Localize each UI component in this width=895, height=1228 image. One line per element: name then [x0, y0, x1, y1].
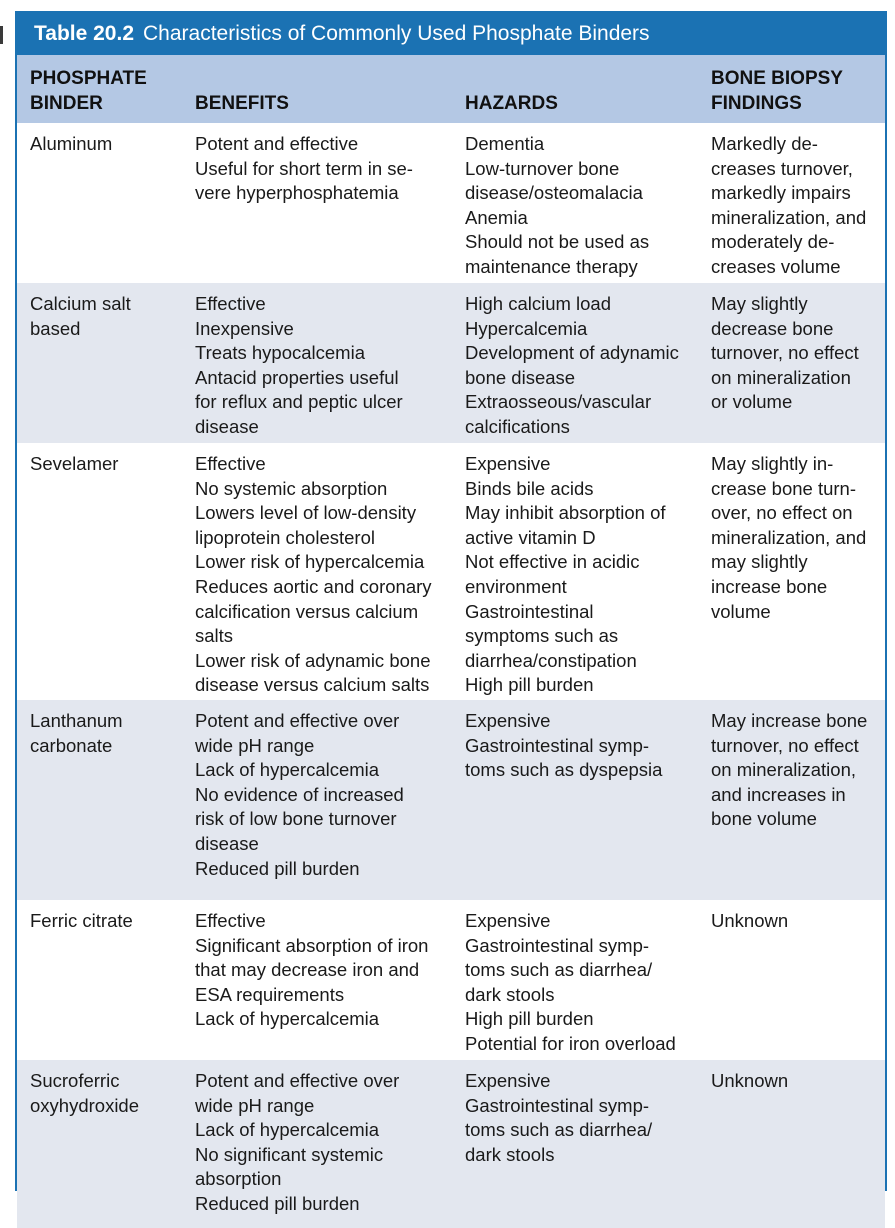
cell-line: Useful for short term in se- [195, 157, 413, 179]
cell-line: disease [195, 832, 259, 854]
cell-line: Effective [195, 910, 266, 931]
cell-line: vere hyperphosphatemia [195, 182, 399, 204]
cell-line: Hypercalcemia [465, 317, 588, 339]
bone-biopsy-cell [698, 709, 885, 900]
cell-line: that may decrease iron and [195, 959, 420, 981]
cell-line: lipoprotein cholesterol [195, 526, 375, 548]
bone-biopsy-cell [698, 1069, 885, 1228]
cell-line: carbonate [30, 734, 113, 756]
header-phosphate-binder: PHOSPHATE BINDER [30, 68, 147, 114]
cell-line: Unknown [711, 1070, 789, 1091]
cell-line: Should not be used as [465, 231, 650, 253]
binder-cell [17, 909, 182, 1060]
cell-line: decrease bone [711, 317, 834, 339]
cell-line: risk of low bone turnover [195, 808, 397, 830]
hazards-cell [452, 909, 698, 1060]
cell-line: High pill burden [465, 1008, 594, 1030]
cell-line: turnover, no effect [711, 342, 859, 364]
cell-line: Reduces aortic and coronary [195, 575, 432, 597]
cell-line: disease versus calcium salts [195, 674, 430, 696]
cell-line: creases volume [711, 255, 841, 277]
cell-line: Sucroferric [30, 1070, 120, 1091]
cell-line: disease [195, 415, 259, 437]
hazards-cell [452, 1069, 698, 1228]
binder-cell [17, 709, 182, 900]
cell-line: toms such as diarrhea/ [465, 1119, 653, 1141]
benefits-cell [182, 1069, 452, 1228]
table-header-row [17, 55, 885, 123]
bone-biopsy-cell [698, 132, 885, 283]
benefits-cell [182, 132, 452, 283]
cell-line: ESA requirements [195, 983, 345, 1005]
bone-biopsy-cell [698, 292, 885, 443]
cell-line: based [30, 317, 81, 339]
cell-line: bone disease [465, 366, 576, 388]
cell-line: Low-turnover bone [465, 157, 620, 179]
cell-line: Potent and effective over [195, 710, 400, 731]
cell-line: mineralization, and [711, 206, 867, 228]
cell-line: Sevelamer [30, 453, 119, 474]
benefits-cell [182, 292, 452, 443]
table-row [17, 443, 885, 700]
cell-line: Gastrointestinal symp- [465, 734, 650, 756]
table-caption: Characteristics of Commonly Used Phosphate Binders [143, 22, 650, 45]
cell-line: May increase bone [711, 710, 868, 731]
binder-cell [17, 132, 182, 283]
table-body [17, 123, 885, 1228]
cell-line: bone volume [711, 808, 817, 830]
page-edge-mark [0, 26, 3, 44]
cell-line: Binds bile acids [465, 477, 594, 499]
cell-line: Reduced pill burden [195, 1192, 360, 1214]
cell-line: High pill burden [465, 674, 594, 696]
cell-line: May slightly [711, 293, 808, 314]
cell-line: No significant systemic [195, 1143, 384, 1165]
cell-line: over, no effect on [711, 502, 853, 524]
cell-line: Inexpensive [195, 317, 294, 339]
benefits-cell [182, 909, 452, 1060]
cell-line: diarrhea/constipation [465, 649, 637, 671]
cell-line: Unknown [711, 910, 789, 931]
table-row [17, 700, 885, 900]
header-hazards: HAZARDS [465, 93, 558, 114]
benefits-cell [182, 452, 452, 700]
header-benefits: BENEFITS [195, 93, 289, 114]
cell-line: Expensive [465, 1070, 551, 1091]
cell-line: No systemic absorption [195, 477, 388, 499]
bone-biopsy-cell [698, 909, 885, 1060]
cell-line: wide pH range [195, 734, 315, 756]
cell-line: Effective [195, 293, 266, 314]
cell-line: Expensive [465, 453, 551, 474]
cell-line: on mineralization, [711, 759, 856, 781]
cell-line: Aluminum [30, 133, 113, 154]
cell-line: Dementia [465, 133, 545, 154]
cell-line: Expensive [465, 910, 551, 931]
table-number: Table 20.2 [34, 22, 134, 45]
cell-line: toms such as dyspepsia [465, 759, 663, 781]
cell-line: toms such as diarrhea/ [465, 959, 653, 981]
cell-line: Lowers level of low-density [195, 502, 417, 524]
cell-line: crease bone turn- [711, 477, 857, 499]
cell-line: moderately de- [711, 231, 835, 253]
cell-line: May inhibit absorption of [465, 502, 666, 524]
cell-line: on mineralization [711, 366, 851, 388]
cell-line: may slightly [711, 551, 808, 573]
hazards-cell [452, 132, 698, 283]
binder-cell [17, 292, 182, 443]
cell-line: Treats hypocalcemia [195, 342, 365, 364]
header-bone-biopsy-findings: BONE BIOPSY FINDINGS [711, 68, 843, 114]
binder-cell [17, 452, 182, 700]
cell-line: markedly impairs [711, 182, 851, 204]
cell-line: calcifications [465, 415, 570, 437]
cell-line: dark stools [465, 983, 555, 1005]
table-title-bar [17, 13, 885, 55]
cell-line: Lanthanum [30, 710, 123, 731]
cell-line: Gastrointestinal [465, 600, 594, 622]
cell-line: Lack of hypercalcemia [195, 759, 380, 781]
cell-line: Expensive [465, 710, 551, 731]
cell-line: salts [195, 625, 234, 647]
cell-line: Development of adynamic [465, 342, 679, 364]
phosphate-binders-table [15, 11, 887, 1214]
cell-line: Significant absorption of iron [195, 934, 429, 956]
cell-line: Potent and effective over [195, 1070, 400, 1091]
cell-line: active vitamin D [465, 526, 596, 548]
cell-line: oxyhydroxide [30, 1094, 140, 1116]
cell-line: creases turnover, [711, 157, 853, 179]
cell-line: dark stools [465, 1143, 555, 1165]
cell-line: Potent and effective [195, 133, 359, 154]
cell-line: maintenance therapy [465, 255, 638, 277]
cell-line: Not effective in acidic [465, 551, 640, 573]
cell-line: increase bone [711, 575, 828, 597]
cell-line: Lack of hypercalcemia [195, 1008, 380, 1030]
cell-line: Lower risk of hypercalcemia [195, 551, 425, 573]
cell-line: Gastrointestinal symp- [465, 1094, 650, 1116]
cell-line: mineralization, and [711, 526, 867, 548]
cell-line: and increases in [711, 783, 846, 805]
table-row [17, 283, 885, 443]
cell-line: May slightly in- [711, 453, 834, 474]
cell-line: Lower risk of adynamic bone [195, 649, 431, 671]
cell-line: Effective [195, 453, 266, 474]
cell-line: environment [465, 575, 567, 597]
cell-line: Lack of hypercalcemia [195, 1119, 380, 1141]
cell-line: volume [711, 600, 771, 622]
cell-line: High calcium load [465, 293, 612, 314]
binder-cell [17, 1069, 182, 1228]
hazards-cell [452, 292, 698, 443]
cell-line: Markedly de- [711, 133, 818, 154]
cell-line: for reflux and peptic ulcer [195, 391, 403, 413]
cell-line: Reduced pill burden [195, 857, 360, 879]
hazards-cell [452, 452, 698, 700]
cell-line: Antacid properties useful [195, 366, 399, 388]
table-row [17, 123, 885, 283]
table-row [17, 1060, 885, 1228]
cell-line: Anemia [465, 206, 528, 228]
cell-line: No evidence of increased [195, 783, 404, 805]
cell-line: wide pH range [195, 1094, 315, 1116]
cell-line: absorption [195, 1168, 282, 1190]
cell-line: calcification versus calcium [195, 600, 419, 622]
hazards-cell [452, 709, 698, 900]
cell-line: Gastrointestinal symp- [465, 934, 650, 956]
benefits-cell [182, 709, 452, 900]
cell-line: turnover, no effect [711, 734, 859, 756]
cell-line: Extraosseous/vascular [465, 391, 652, 413]
cell-line: Calcium salt [30, 293, 131, 314]
cell-line: Ferric citrate [30, 910, 133, 931]
cell-line: disease/osteomalacia [465, 182, 643, 204]
table-row [17, 900, 885, 1060]
cell-line: symptoms such as [465, 625, 619, 647]
cell-line: or volume [711, 391, 793, 413]
bone-biopsy-cell [698, 452, 885, 700]
cell-line: Potential for iron overload [465, 1032, 676, 1054]
